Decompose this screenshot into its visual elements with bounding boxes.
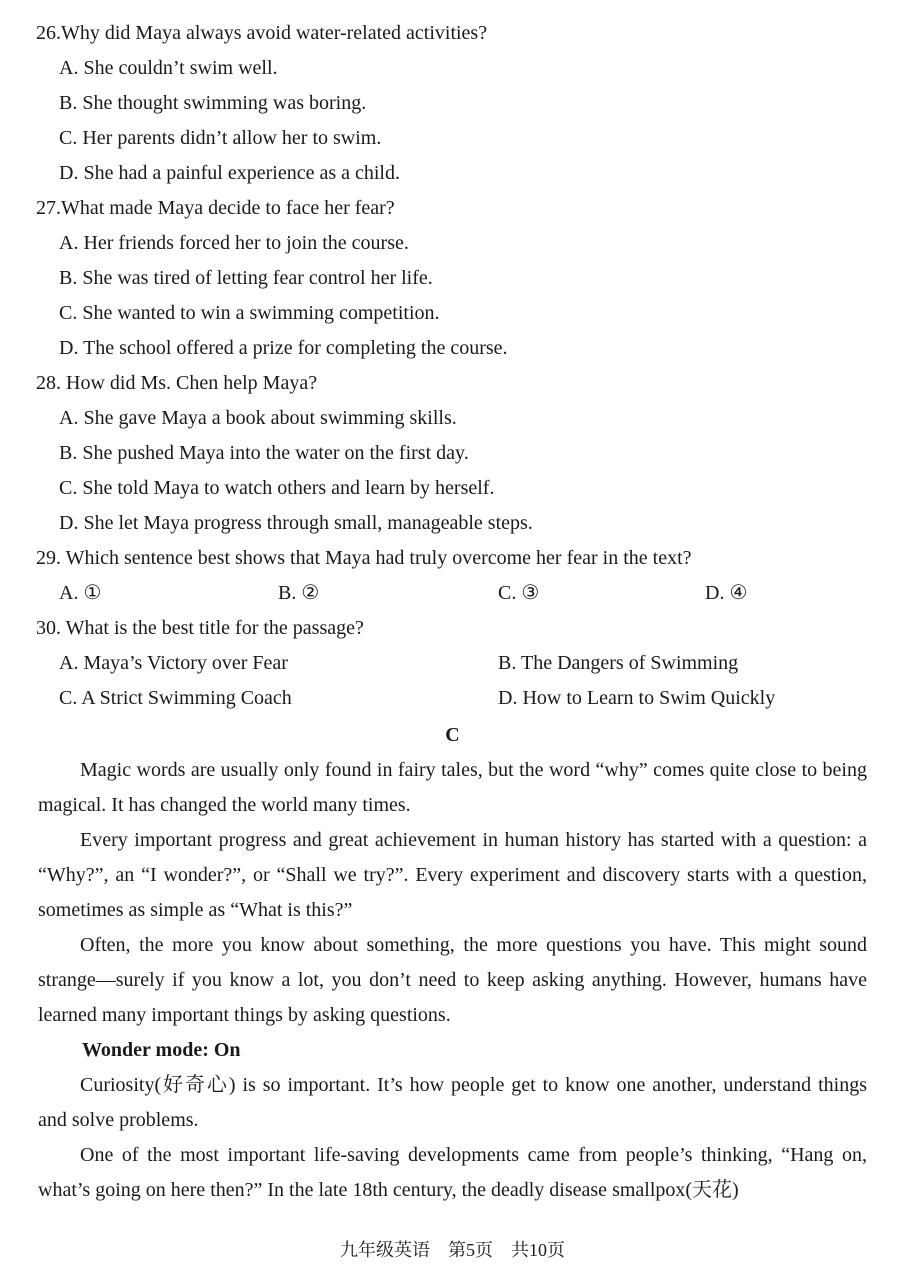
- passage-paragraph: Often, the more you know about something, the more questions you have. This might sound strange—surely if you know a lot, you don’t need to keep asking anything. However, humans have learned many important things by asking questions.: [38, 934, 867, 1026]
- option-b: B. She pushed Maya into the water on the first day.: [59, 442, 469, 464]
- passage-paragraph: Every important progress and great achievement in human history has started with a question: a “Why?”, an “I wonder?”, or “Shall we try?”. Every experiment and discovery starts with a question, sometimes as simple as “What is this?”: [38, 829, 867, 921]
- option-b: B. She thought swimming was boring.: [59, 92, 367, 114]
- option-b: B. She was tired of letting fear control her life.: [59, 267, 433, 289]
- option-d: D. How to Learn to Swim Quickly: [498, 687, 776, 709]
- options-row: [0, 646, 905, 681]
- passage-paragraph: Magic words are usually only found in fairy tales, but the word “why” comes quite close to being magical. It has changed the world many times.: [38, 759, 867, 816]
- options-row: [0, 576, 905, 611]
- question-stem: 30. What is the best title for the passage?: [36, 617, 364, 639]
- section-heading: C: [445, 724, 460, 746]
- option-b: B. The Dangers of Swimming: [498, 652, 739, 674]
- page-footer: 九年级英语 第5页 共10页: [340, 1240, 565, 1260]
- option-c: C. A Strict Swimming Coach: [59, 687, 292, 709]
- option-a: A. She couldn’t swim well.: [59, 57, 278, 79]
- option-a: A. ①: [59, 582, 102, 604]
- question-stem: 26.Why did Maya always avoid water-related activities?: [36, 22, 488, 44]
- option-c: C. ③: [498, 582, 540, 604]
- question-27: [0, 191, 905, 366]
- question-26: [0, 16, 905, 191]
- option-c: C. She wanted to win a swimming competition.: [59, 302, 440, 324]
- option-d: D. The school offered a prize for completing the course.: [59, 337, 508, 359]
- option-a: A. Maya’s Victory over Fear: [59, 652, 288, 674]
- option-d: D. She let Maya progress through small, manageable steps.: [59, 512, 533, 534]
- subheading: Wonder mode: On: [82, 1039, 241, 1061]
- option-a: A. Her friends forced her to join the course.: [59, 232, 409, 254]
- question-30: [0, 611, 905, 716]
- option-d: D. ④: [705, 582, 748, 604]
- option-a: A. She gave Maya a book about swimming skills.: [59, 407, 457, 429]
- question-stem: 27.What made Maya decide to face her fear?: [36, 197, 395, 219]
- question-28: [0, 366, 905, 541]
- question-29: [0, 541, 905, 611]
- question-stem: 29. Which sentence best shows that Maya had truly overcome her fear in the text?: [36, 547, 692, 569]
- option-c: C. Her parents didn’t allow her to swim.: [59, 127, 382, 149]
- options-row: [0, 681, 905, 716]
- passage-paragraph: Curiosity(好奇心) is so important. It’s how people get to know one another, understand things and solve problems.: [38, 1074, 867, 1131]
- passage-paragraph: One of the most important life-saving developments came from people’s thinking, “Hang on, what’s going on here then?” In the late 18th century, the deadly disease smallpox(天花): [38, 1144, 867, 1201]
- question-stem: 28. How did Ms. Chen help Maya?: [36, 372, 318, 394]
- option-b: B. ②: [278, 582, 320, 604]
- exam-page: [0, 16, 905, 1208]
- option-c: C. She told Maya to watch others and learn by herself.: [59, 477, 495, 499]
- option-d: D. She had a painful experience as a child.: [59, 162, 400, 184]
